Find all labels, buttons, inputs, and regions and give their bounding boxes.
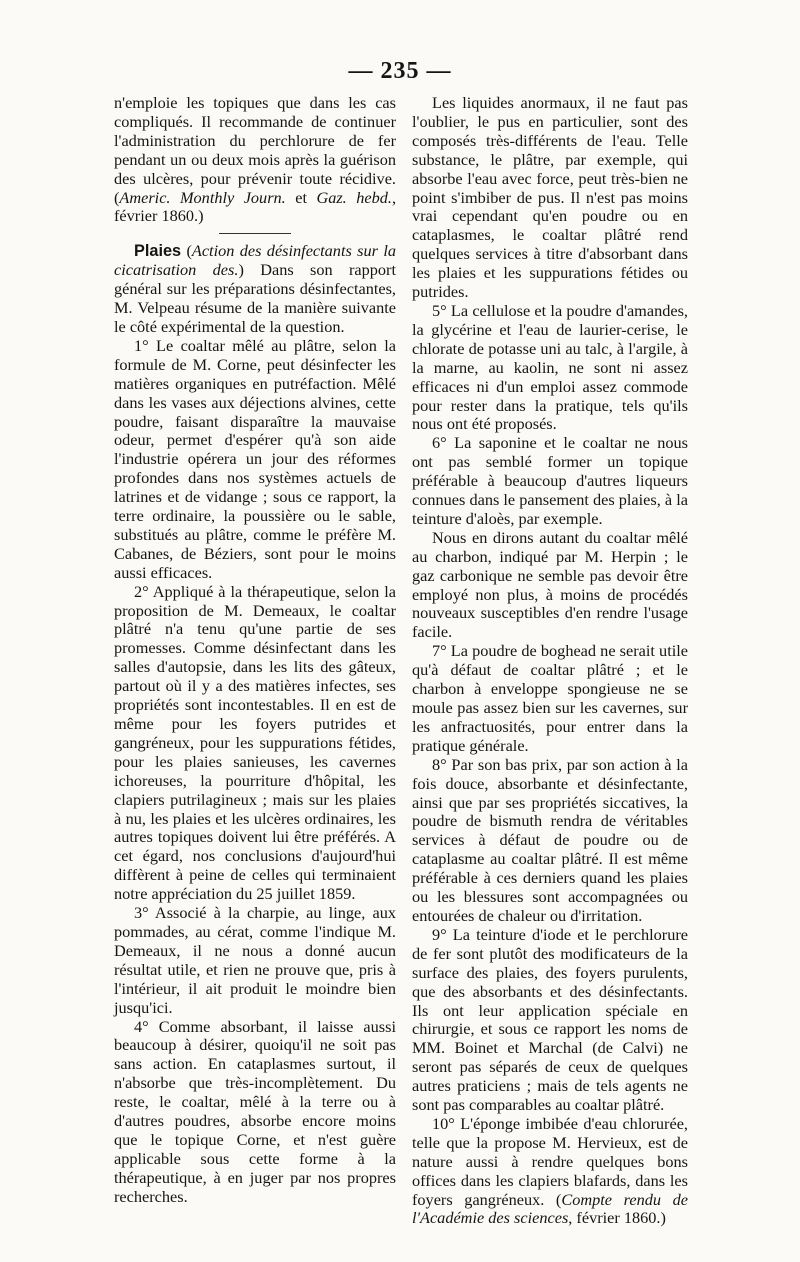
section-heading: Plaies xyxy=(134,242,182,261)
paragraph xyxy=(114,94,396,226)
section-intro-paragraph xyxy=(114,242,396,337)
paragraph-text: ) Dans son rapport général sur les préparations désinfectantes, M. Velpeau résume de la manière suivante le côté expérimental de la question. xyxy=(114,260,396,336)
paragraph-text: 10° L'éponge imbibée d'eau chlorurée, telle que la propose M. Hervieux, est de nature aussi à rendre quelques bons offices dans les clapiers blafards, dans les foyers gangréneux. ( xyxy=(412,1113,688,1209)
citation: Gaz. hebd. xyxy=(316,187,392,207)
paragraph: Les liquides anormaux, il ne faut pas l'oublier, le pus en particulier, sont des composés très-différents de l'eau. Telle substance, le plâtre, par exemple, qui absorbe l'eau avec force, peut très-bien ne point s'imbiber de pus. Il n'est pas moins vrai cependant qu'en poudre ou en cataplasmes, le coaltar plâtré rend quelques services à titre d'absorbant dans les plaies et les suppurations fétides ou putrides. xyxy=(412,93,688,302)
paragraph: 5° La cellulose et la poudre d'amandes, la glycérine et l'eau de laurier-cerise, le chlorate de potasse uni au talc, à l'argile, à la marne, au kaolin, ne sont ni assez efficaces ni d'un emploi assez commode pour rester dans la pratique, tels qu'ils nous ont été proposés. xyxy=(412,300,688,434)
paragraph: Nous en dirons autant du coaltar mêlé au charbon, indiqué par M. Herpin ; le gaz carbonique ne semble pas devoir être employé non plus, à moins de procédés nouveaux susceptibles d'en rendre l'usage facile. xyxy=(412,527,688,642)
paragraph: 4° Comme absorbant, il laisse aussi beaucoup à désirer, quoiqu'il ne soit pas sans action. En cataplasmes surtout, il n'absorbe que très-incomplètement. Du reste, le coaltar, mêlé à la terre ou à d'autres poudres, absorbe encore moins que le topique Corne, et n'est guère applicable sous cette forme à la thérapeutique, à en juger par nos propres recherches. xyxy=(114,1016,396,1206)
paragraph: 3° Associé à la charpie, au linge, aux pommades, au cérat, comme l'indique M. Demeaux, il ne nous a donné aucun résultat utile, et rien ne prouve que, pris à l'intérieur, il ait produit le moindre bien jusqu'ici. xyxy=(114,903,396,1017)
paragraph: 6° La saponine et le coaltar ne nous ont pas semblé former un topique préférable à beaucoup d'autres liqueurs connues dans le pansement des plaies, à la teinture d'aloès, par exemple. xyxy=(412,433,688,528)
page-number: — 235 — xyxy=(348,58,452,84)
paragraph: 9° La teinture d'iode et le perchlorure de fer sont plutôt des modificateurs de la surface des plaies, des foyers purulents, que des absorbants et des désinfectants. Ils ont leur application spéciale en chirurgie, et sous ce rapport les noms de MM. Boinet et Marchal (de Calvi) ne seront pas séparés de ceux de quelques autres praticiens ; mais de tels agents ne sont pas comparables au coaltar plâtré. xyxy=(412,924,688,1115)
paragraph-text: n'emploie les topiques que dans les cas compliqués. Il recommande de continuer l'administration du perchlorure de fer pendant un ou deux mois après la guérison des ulcères, pour prévenir toute récidive. ( xyxy=(114,93,396,207)
left-column xyxy=(114,94,396,1207)
paragraph: 8° Par son bas prix, par son action à la fois douce, absorbante et désinfectante, ainsi que par ses propriétés siccatives, la poudre de bismuth rendra de véritables services à défaut de poudre ou de cataplasme au coaltar plâtré. Il est même préférable à ces derniers quand les plaies ou les blessures sont accompagnées ou entourées de chaleur ou d'irritation. xyxy=(412,754,688,925)
paragraph-text: et xyxy=(285,187,317,207)
paragraph-text: ( xyxy=(181,241,192,261)
right-column xyxy=(412,94,688,1228)
section-divider xyxy=(219,233,291,234)
citation: Compte rendu de l'Académie des sciences xyxy=(412,1189,688,1228)
paragraph: 1° Le coaltar mêlé au plâtre, selon la formule de M. Corne, peut désinfecter les matières organiques en putréfaction. Mêlé dans les vases aux déjections alvines, cette poudre, faisant disparaître la mauvaise odeur, permet d'espérer qu'à son aide l'industrie opérera un jour des réformes profondes dans nos systèmes actuels de latrines et de vidange ; sous ce rapport, la terre ordinaire, la poussière ou le sable, substitués au plâtre, comme le préfère M. Cabanes, de Béziers, sont pour le moins aussi efficaces. xyxy=(114,335,396,582)
paragraph: 2° Appliqué à la thérapeutique, selon la proposition de M. Demeaux, le coaltar plâtré n'a tenu qu'une partie de ses promesses. Comme désinfectant dans les salles d'autopsie, dans les lits des gâteux, partout où il y a des matières infectes, ses propriétés sont incontestables. Il en est de même pour les foyers putrides et gangréneux, pour les suppurations fétides, pour les plaies sanieuses, les cavernes ichoreuses, la pourriture d'hôpital, les clapiers putrilagineux ; mais sur les plaies à nu, les plaies et les ulcères ordinaires, les autres topiques doivent lui être préférés. A cet égard, nos conclusions d'aujourd'hui diffèrent à peine de celles qui terminaient notre appréciation du 25 juillet 1859. xyxy=(114,581,396,904)
section-subtitle: Action des désinfectants sur la cicatrisation des. xyxy=(114,241,397,280)
paragraph-text: , février 1860.) xyxy=(114,187,397,226)
citation: Americ. Monthly Journ. xyxy=(119,187,286,207)
paragraph: 7° La poudre de boghead ne serait utile qu'à défaut de coaltar plâtré ; et le charbon à enveloppe spongieuse ne se moule pas assez bien sur les cavernes, sur les anfractuosités, pour entrer dans la pratique générale. xyxy=(412,641,688,755)
paragraph xyxy=(412,1115,688,1228)
paragraph-text: , février 1860.) xyxy=(568,1208,666,1228)
